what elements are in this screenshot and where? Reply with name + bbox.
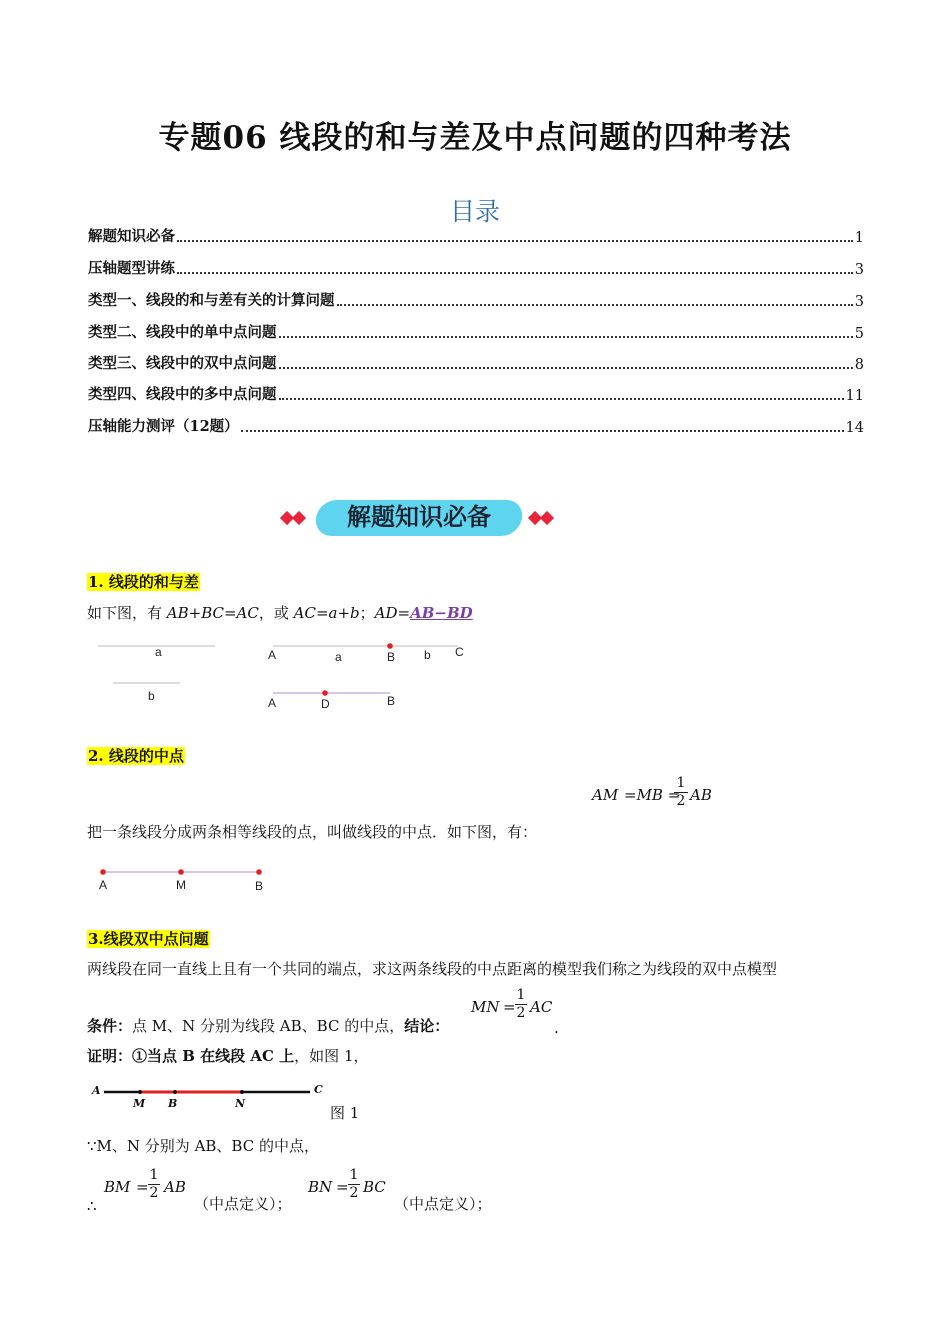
toc-item-label: 类型二、线段中的单中点问题 [88,324,277,341]
fraction [674,776,688,809]
label-point-n: N [235,1097,246,1110]
segment-sum-figure [0,630,950,720]
formula-part: BN [308,1178,333,1196]
toc-item-label: 压轴题型讲练 [88,260,175,277]
formula-part: = [503,998,516,1016]
point-n [240,1090,244,1094]
section-banner [276,498,566,540]
formula-part: AC [530,998,553,1016]
point-d [322,690,328,696]
diamond-icon [292,511,306,525]
bm-formula [104,1168,194,1208]
definition-note: （中点定义）； [194,1195,292,1213]
equation: AC=a+b [293,604,360,622]
toc-item-label: 解题知识必备 [88,228,175,245]
point-b [387,643,393,649]
toc-item[interactable] [88,322,864,342]
formula-part: = [336,1178,349,1196]
page-title: 专题06 线段的和与差及中点问题的四种考法 [158,120,792,156]
toc-leader [177,271,853,274]
denominator: 2 [149,1185,159,1201]
fraction [348,1168,360,1201]
equation: AD= [374,604,411,622]
toc-item[interactable] [88,290,864,310]
label-a: a [335,650,342,664]
equation-link[interactable]: AB−BD [410,604,473,622]
numerator: 1 [149,1167,159,1183]
label-point-b: B [387,694,396,708]
point-a [100,869,106,875]
midpoint-figure [0,862,950,882]
denominator: 2 [676,793,686,809]
formula-part: BC [363,1178,386,1196]
section-heading: 2. 线段的中点 [88,747,184,765]
numerator: 1 [676,775,686,791]
toc-item-label: 类型三、线段中的双中点问题 [88,355,277,372]
proof-case: ①当点 B 在线段 AC 上 [132,1047,295,1065]
text-segment: 如下图，有 [87,604,167,622]
therefore-symbol: ∴ [87,1197,97,1215]
toc-item-label: 类型一、线段的和与差有关的计算问题 [88,292,335,309]
text-segment: ； [359,604,375,622]
fraction [148,1168,160,1201]
section-heading: 3.线段双中点问题 [88,930,209,948]
formula-part: BM [104,1178,131,1196]
label-b: b [424,648,431,662]
label-point-c: C [455,645,464,659]
toc-leader [177,239,853,242]
proof-label: 证明： [87,1047,133,1065]
label-point-a: A [268,696,277,710]
toc-leader [241,429,844,432]
toc-leader [279,335,853,338]
toc-item-page: 14 [845,420,864,436]
diamond-icon [540,511,554,525]
section3-intro: 两线段在同一直线上且有一个共同的端点，求这两条线段的中点距离的模型我们称之为线段的双中点模型 [87,960,778,978]
toc-item-page: 5 [854,326,864,342]
numerator: 1 [349,1167,359,1183]
proof-line [87,1046,368,1066]
toc-item-page: 11 [845,388,864,404]
denominator: 2 [516,1005,526,1021]
formula-part: AM [592,786,619,804]
point-m [138,1090,142,1094]
equation: AB+BC=AC [166,604,259,622]
toc-leader [279,366,853,369]
fraction [515,988,527,1021]
figure-caption: 图 1 [330,1104,360,1122]
point-b [173,1090,177,1094]
toc-item[interactable] [88,258,864,278]
conclusion-label: 结论： [404,1017,450,1035]
text-segment: ，或 [258,604,294,622]
label-point-m: M [133,1097,146,1110]
toc-item-page: 8 [854,357,864,373]
conclusion-end: . [554,1019,559,1037]
toc-item-label: 压轴能力测评（12题） [88,418,239,435]
toc-item[interactable] [88,384,864,404]
toc-item-page: 3 [854,262,864,278]
section2-text: 把一条线段分成两条相等线段的点，叫做线段的中点．如下图，有： [87,823,538,841]
condition-text: 点 M、N 分别为线段 AB、BC 的中点， [132,1017,405,1035]
label-point-b: B [387,650,396,664]
label-point-d: D [321,697,330,711]
because-line: ∵M、N 分别为 AB、BC 的中点， [87,1137,319,1155]
midpoint-formula [592,776,722,816]
point-m [178,869,184,875]
label-point-a: A [92,1084,101,1097]
conclusion-formula [471,988,561,1028]
toc-item[interactable] [88,226,864,246]
label-point-a: A [268,648,277,662]
proof-text: ，如图 1， [294,1047,369,1065]
toc-heading: 目录 [449,197,500,226]
formula-part: = [136,1178,149,1196]
toc-item[interactable] [88,416,864,436]
toc-item-page: 1 [854,230,864,246]
formula-part: MN [471,998,500,1016]
numerator: 1 [516,987,526,1003]
label-b: b [148,689,155,703]
definition-note: （中点定义）； [394,1195,492,1213]
formula-part: AB [690,786,712,804]
toc-item-page: 3 [854,294,864,310]
label-point-b: B [255,879,264,893]
label-point-b: B [168,1097,178,1110]
formula-part: =MB = [624,786,681,804]
toc-leader [337,303,853,306]
section1-text [87,603,473,623]
bn-formula [308,1168,398,1208]
denominator: 2 [349,1185,359,1201]
section-heading: 1. 线段的和与差 [88,573,199,591]
condition-label: 条件： [87,1017,133,1035]
toc-item-label: 类型四、线段中的多中点问题 [88,386,277,403]
point-b [256,869,262,875]
banner-title: 解题知识必备 [347,503,491,531]
label-point-c: C [314,1083,323,1096]
label-point-m: M [176,878,186,892]
label-point-a: A [99,878,108,892]
condition-line [87,1016,449,1036]
toc-item[interactable] [88,353,864,373]
formula-part: AB [164,1178,186,1196]
label-a: a [155,645,162,659]
toc-leader [279,397,844,400]
